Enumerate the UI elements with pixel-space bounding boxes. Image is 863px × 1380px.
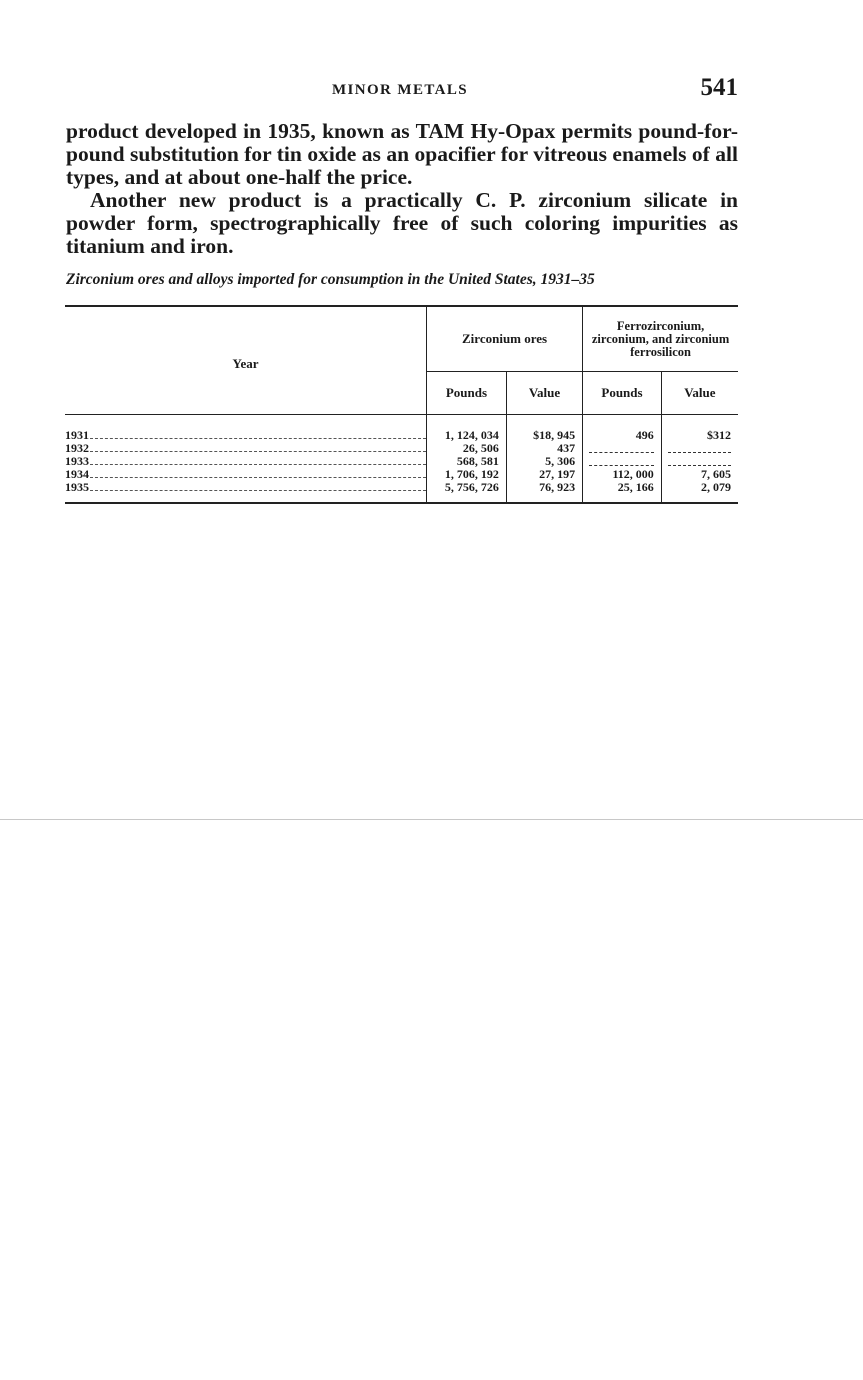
imports-table	[65, 305, 738, 504]
empty-dash	[668, 444, 731, 453]
year-cell	[65, 442, 427, 455]
dot-leader	[90, 432, 426, 439]
ore-value-cell: 76, 923	[506, 481, 582, 503]
running-header: MINOR METALS	[331, 82, 469, 98]
ferro-value-cell: $312	[707, 428, 731, 442]
zirconium-ores-header: Zirconium ores	[427, 306, 583, 372]
year-cell	[65, 481, 427, 503]
paragraph-1: product developed in 1935, known as TAM Hy-Opax permits pound-for-pound substitution for tin oxide as an opacifier for vitreous enamels of all types, and at about one-half the price.	[66, 119, 738, 189]
table-row	[65, 481, 738, 503]
dot-leader	[90, 471, 426, 478]
empty-dash	[668, 457, 731, 466]
ore-value-cell: $18, 945	[506, 415, 582, 443]
year-label: 1931	[65, 428, 89, 442]
ferro-pounds-header: Pounds	[583, 372, 662, 415]
ferro-value-cell	[661, 442, 738, 455]
table-row	[65, 442, 738, 455]
year-header: Year	[65, 306, 427, 415]
ore-value-cell: 27, 197	[506, 468, 582, 481]
ore-value-cell: 5, 306	[506, 455, 582, 468]
year-cell	[65, 415, 427, 443]
ore-value-cell: 437	[506, 442, 582, 455]
ore-pounds-cell: 568, 581	[427, 455, 507, 468]
ore-pounds-header: Pounds	[427, 372, 507, 415]
year-label: 1935	[65, 481, 89, 494]
year-label: 1934	[65, 468, 89, 481]
table-caption: Zirconium ores and alloys imported for consumption in the United States, 1931–35	[66, 271, 595, 288]
ferro-header	[583, 306, 738, 372]
ore-pounds-cell: 5, 756, 726	[427, 481, 507, 503]
empty-dash	[589, 457, 654, 466]
ore-pounds-cell: 1, 124, 034	[427, 415, 507, 443]
ferro-pounds-cell: 496	[583, 415, 662, 443]
year-cell	[65, 468, 427, 481]
ferro-header-label: Ferrozirconium, zirconium, and zirconium ferrosilicon	[591, 318, 730, 359]
year-label: 1933	[65, 455, 89, 468]
ferro-value-cell: 2, 079	[661, 481, 738, 503]
empty-dash	[589, 444, 654, 453]
table-row	[65, 415, 738, 443]
ore-value-header: Value	[506, 372, 582, 415]
body-text	[66, 120, 738, 258]
ferro-pounds-cell: 112, 000	[583, 468, 662, 481]
scan-fold-line	[0, 819, 863, 820]
ferro-pounds-cell	[583, 442, 662, 455]
ore-pounds-cell: 1, 706, 192	[427, 468, 507, 481]
ore-pounds-cell: 26, 506	[427, 442, 507, 455]
ferro-pounds-cell: 25, 166	[583, 481, 662, 503]
ferro-value-header: Value	[661, 372, 738, 415]
year-label: 1932	[65, 442, 89, 455]
paragraph-2: Another new product is a practically C. P. zirconium silicate in powder form, spectrographically free of such coloring impurities as titanium and iron.	[66, 188, 738, 258]
ferro-value-cell: 7, 605	[701, 467, 731, 481]
dot-leader	[90, 445, 426, 452]
dot-leader	[90, 484, 426, 491]
year-cell	[65, 455, 427, 468]
page-number: 541	[700, 74, 738, 101]
dot-leader	[90, 458, 426, 465]
